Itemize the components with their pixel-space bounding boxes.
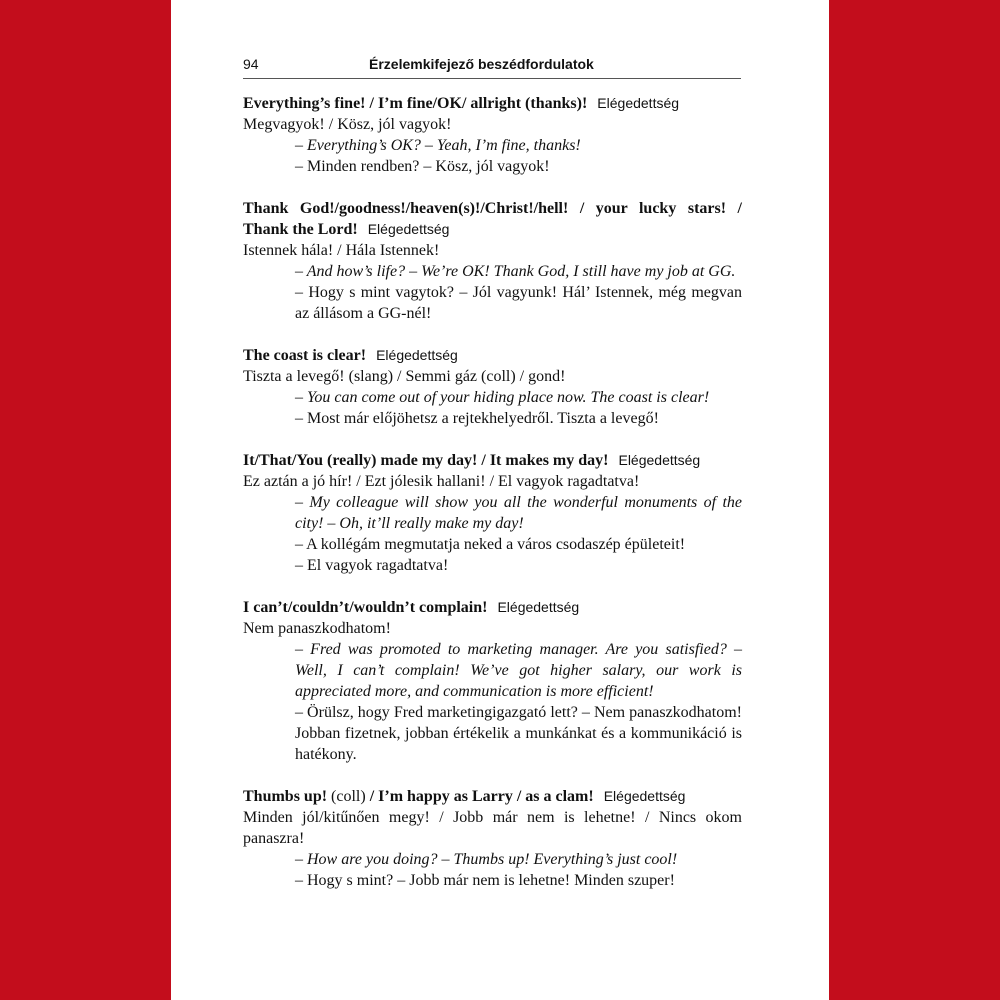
register-note: (coll) <box>327 788 370 805</box>
running-title: Érzelemkifejező beszédfordulatok <box>369 56 594 72</box>
example-hungarian-reply: – El vagyok ragadtatva! <box>295 557 449 574</box>
phrase-english-alt: / I’m happy as Larry / as a clam! <box>369 788 594 805</box>
phrase-english: It/That/You (really) made my day! / It makes my day! <box>243 452 609 469</box>
phrase-headline <box>243 93 742 114</box>
example-english: – And how’s life? – We’re OK! Thank God, I still have my job at GG. <box>295 263 736 280</box>
phrase-entry <box>243 597 742 765</box>
running-header <box>243 56 741 79</box>
phrase-headline <box>243 597 742 618</box>
emotion-tag: Elégedettség <box>376 347 458 363</box>
example-english: – You can come out of your hiding place now. The coast is clear! <box>295 389 710 406</box>
example-hungarian: – Hogy s mint? – Jobb már nem is lehetne! Minden szuper! <box>295 872 675 889</box>
phrase-entry <box>243 93 742 177</box>
example-hungarian: – A kollégám megmutatja neked a város csodaszép épületeit! <box>295 536 686 553</box>
phrase-headline <box>243 198 742 240</box>
phrase-meaning: Minden jól/kitűnően megy! / Jobb már nem is lehetne! / Nincs okom panaszra! <box>243 809 742 847</box>
phrase-entry <box>243 198 742 324</box>
phrase-headline <box>243 450 742 471</box>
phrase-entry <box>243 345 742 429</box>
phrase-english: Thumbs up! <box>243 788 328 805</box>
phrase-headline <box>243 345 742 366</box>
emotion-tag: Elégedettség <box>618 452 701 468</box>
example-hungarian: – Örülsz, hogy Fred marketingigazgató lett? – Nem panaszkodhatom! Jobban fizetnek, jobban értékelik a munkánkat és a kommunikáció is hatékony. <box>295 704 742 763</box>
phrase-entry <box>243 450 742 576</box>
emotion-tag: Elégedettség <box>597 95 680 111</box>
book-page <box>171 0 829 1000</box>
phrase-english: I can’t/couldn’t/wouldn’t complain! <box>243 599 488 616</box>
phrase-meaning: Nem panaszkodhatom! <box>243 620 391 637</box>
phrase-english: Thank God!/goodness!/heaven(s)!/Christ!/hell! / your lucky stars! / Thank the Lord! <box>243 200 742 238</box>
example-english: – Fred was promoted to marketing manager. Are you satisfied? – Well, I can’t complain! We’ve got higher salary, our work is appreciated more, and communication is more efficient! <box>295 641 742 700</box>
example-hungarian: – Most már előjöhetsz a rejtekhelyedről. Tiszta a levegő! <box>295 410 659 427</box>
example-hungarian: – Minden rendben? – Kösz, jól vagyok! <box>295 158 550 175</box>
phrase-english: The coast is clear! <box>243 347 367 364</box>
example-english: – How are you doing? – Thumbs up! Everything’s just cool! <box>295 851 678 868</box>
phrase-english: Everything’s fine! / I’m fine/OK/ allright (thanks)! <box>243 95 588 112</box>
emotion-tag: Elégedettség <box>497 599 580 615</box>
emotion-tag: Elégedettség <box>367 221 450 237</box>
phrase-meaning: Ez aztán a jó hír! / Ezt jólesik hallani! / El vagyok ragadtatva! <box>243 473 640 490</box>
phrase-meaning: Megvagyok! / Kösz, jól vagyok! <box>243 116 452 133</box>
phrase-meaning: Istennek hála! / Hála Istennek! <box>243 242 440 259</box>
page-number: 94 <box>243 56 259 72</box>
emotion-tag: Elégedettség <box>603 788 686 804</box>
example-hungarian: – Hogy s mint vagytok? – Jól vagyunk! Hál’ Istennek, még megvan az állásom a GG-nél! <box>295 284 742 322</box>
example-english: – Everything’s OK? – Yeah, I’m fine, thanks! <box>295 137 581 154</box>
example-english: – My colleague will show you all the wonderful monuments of the city! – Oh, it’ll really make my day! <box>295 494 742 532</box>
phrase-entry <box>243 786 742 891</box>
phrase-headline <box>243 786 742 807</box>
phrase-list <box>243 93 742 912</box>
phrase-meaning: Tiszta a levegő! (slang) / Semmi gáz (coll) / gond! <box>243 368 566 385</box>
